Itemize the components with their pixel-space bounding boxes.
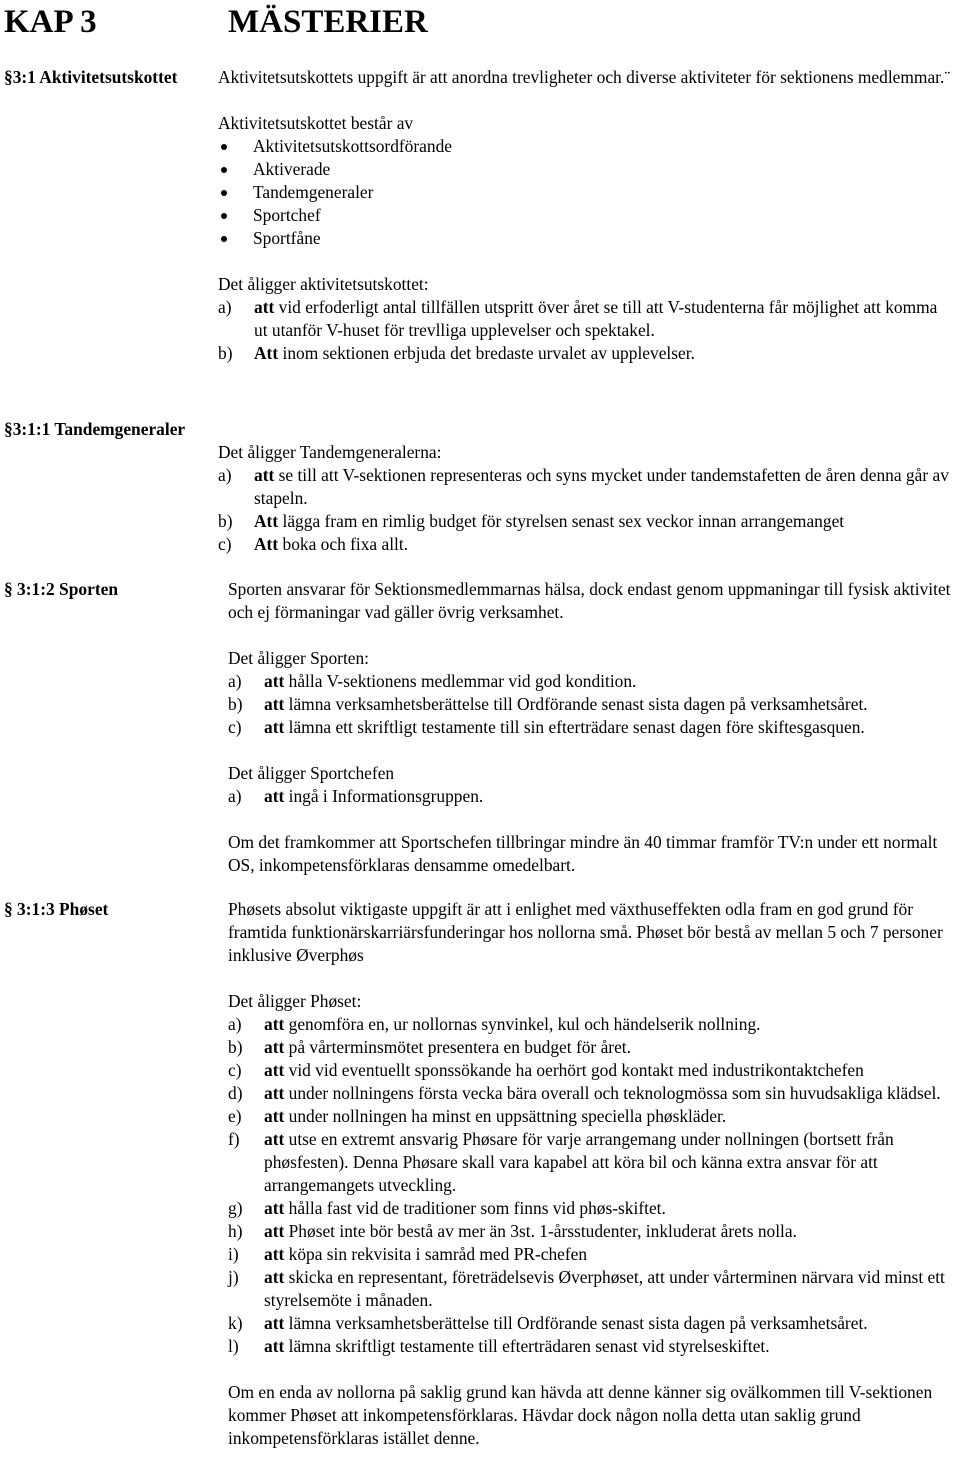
- section-heading-phoset: § 3:1:3 Phøset: [4, 899, 109, 919]
- duties-label: Det åligger Phøset:: [228, 991, 362, 1011]
- section-closing: Om en enda av nollorna på saklig grund kan hävda att denne känner sig ovälkommen till V-sektionen kommer Phøset att inkompetensförklaras. Hävdar dock någon nolla detta utan saklig grund inkompetensförklaras istället denne.: [228, 1382, 933, 1448]
- list-item: l) att lämna skriftligt testamente till efterträdaren senast vid styrelseskiftet.: [228, 1336, 770, 1356]
- section-body-aktivitetsutskottet: [218, 66, 954, 365]
- bullet-icon: [221, 236, 227, 242]
- chief-duties-list: [228, 785, 956, 808]
- section-heading-sporten: § 3:1:2 Sporten: [4, 579, 118, 599]
- section-body-tandemgeneraler: [218, 441, 954, 556]
- section-heading-tandemgeneraler: §3:1:1 Tandemgeneraler: [4, 419, 186, 439]
- section-intro: Phøsets absolut viktigaste uppgift är att i enlighet med växthuseffekten odla fram en god grund för framtida funktionärskarriärsfunderingar hos nollorna små. Phøset bör bestå av mellan 5 och 7 personer inklusive Øverphøs: [228, 899, 943, 965]
- bullet-icon: [221, 190, 227, 196]
- list-item: f) att utse en extremt ansvarig Phøsare för varje arrangemang under nollningen (bortsett från phøsfesten). Denna Phøsare skall vara kapabel att köra bil och känna extra ansvar för att arrangemangets utveckling.: [228, 1129, 894, 1195]
- list-item: Sportchef: [218, 204, 954, 227]
- duties-list: [228, 670, 956, 739]
- bullet-icon: [221, 167, 227, 173]
- list-item: a) att vid erfoderligt antal tillfällen utspritt över året se till att V-studenterna får möjlighet att komma ut utanför V-huset för trevlliga upplevelser och spektakel.: [218, 297, 938, 340]
- bullet-icon: [221, 213, 227, 219]
- list-item: b) Att lägga fram en rimlig budget för styrelsen senast sex veckor innan arrangemanget: [218, 511, 845, 531]
- list-item: a) att se till att V-sektionen representeras och syns mycket under tandemstafetten de åren denna går av stapeln.: [218, 465, 949, 508]
- duties-label: Det åligger aktivitetsutskottet:: [218, 274, 429, 294]
- list-item: d) att under nollningens första vecka bära overall och teknologmössa som sin huvudsakliga klädsel.: [228, 1083, 941, 1103]
- list-item: i) att köpa sin rekvisita i samråd med PR-chefen: [228, 1244, 588, 1264]
- members-label: Aktivitetsutskottet består av: [218, 113, 414, 133]
- duties-list: [218, 464, 954, 556]
- list-item: Aktiverade: [218, 158, 954, 181]
- duties-label: Det åligger Tandemgeneralerna:: [218, 442, 442, 462]
- chapter-title: MÄSTERIER: [228, 4, 428, 40]
- list-item: b) att lämna verksamhetsberättelse till Ordförande senast sista dagen på verksamhetsåret.: [228, 694, 868, 714]
- section-closing: Om det framkommer att Sportschefen tillbringar mindre än 40 timmar framför TV:n under ett normalt OS, inkompetensförklaras densamme omedelbart.: [228, 832, 938, 875]
- list-item: b) Att inom sektionen erbjuda det bredaste urvalet av upplevelser.: [218, 343, 695, 363]
- chapter-number: KAP 3: [4, 4, 97, 40]
- list-item: a) att hålla V-sektionens medlemmar vid god kondition.: [228, 671, 637, 691]
- section-body-sporten: [228, 578, 956, 877]
- list-item: Tandemgeneraler: [218, 181, 954, 204]
- section-heading-aktivitetsutskottet: §3:1 Aktivitetsutskottet: [4, 67, 178, 87]
- list-item: c) att vid vid eventuellt sponssökande ha oerhört god kontakt med industrikontaktchefen: [228, 1060, 864, 1080]
- list-item: a) att ingå i Informationsgruppen.: [228, 786, 484, 806]
- list-item: b) att på vårterminsmötet presentera en budget för året.: [228, 1037, 631, 1057]
- bullet-icon: [221, 144, 227, 150]
- list-item: c) Att boka och fixa allt.: [218, 534, 409, 554]
- members-list: [218, 135, 954, 250]
- section-intro: Aktivitetsutskottets uppgift är att anordna trevligheter och diverse aktiviteter för sektionens medlemmar.¨: [218, 67, 951, 87]
- list-item: c) att lämna ett skriftligt testamente till sin efterträdare senast dagen före skiftesgasquen.: [228, 717, 865, 737]
- duties-list: [228, 1013, 956, 1358]
- list-item: a) att genomföra en, ur nollornas synvinkel, kul och händelserik nollning.: [228, 1014, 761, 1034]
- chief-duties-label: Det åligger Sportchefen: [228, 763, 395, 783]
- list-item: g) att hålla fast vid de traditioner som finns vid phøs-skiftet.: [228, 1198, 666, 1218]
- list-item: Aktivitetsutskottsordförande: [218, 135, 954, 158]
- duties-list: [218, 296, 954, 365]
- list-item: e) att under nollningen ha minst en uppsättning speciella phøskläder.: [228, 1106, 727, 1126]
- list-item: h) att Phøset inte bör bestå av mer än 3st. 1-årsstudenter, inkluderat årets nolla.: [228, 1221, 797, 1241]
- list-item: k) att lämna verksamhetsberättelse till Ordförande senast sista dagen på verksamhetsåret.: [228, 1313, 868, 1333]
- list-item: j) att skicka en representant, företrädelsevis Øverphøset, att under vårterminen närvara vid minst ett styrelsemöte i månaden.: [228, 1267, 945, 1310]
- duties-label: Det åligger Sporten:: [228, 648, 370, 668]
- section-body-phoset: [228, 898, 956, 1450]
- section-intro: Sporten ansvarar för Sektionsmedlemmarnas hälsa, dock endast genom uppmaningar till fysisk aktivitet och ej förmaningar vad gäller övrig verksamhet.: [228, 579, 951, 622]
- list-item: Sportfåne: [218, 227, 954, 250]
